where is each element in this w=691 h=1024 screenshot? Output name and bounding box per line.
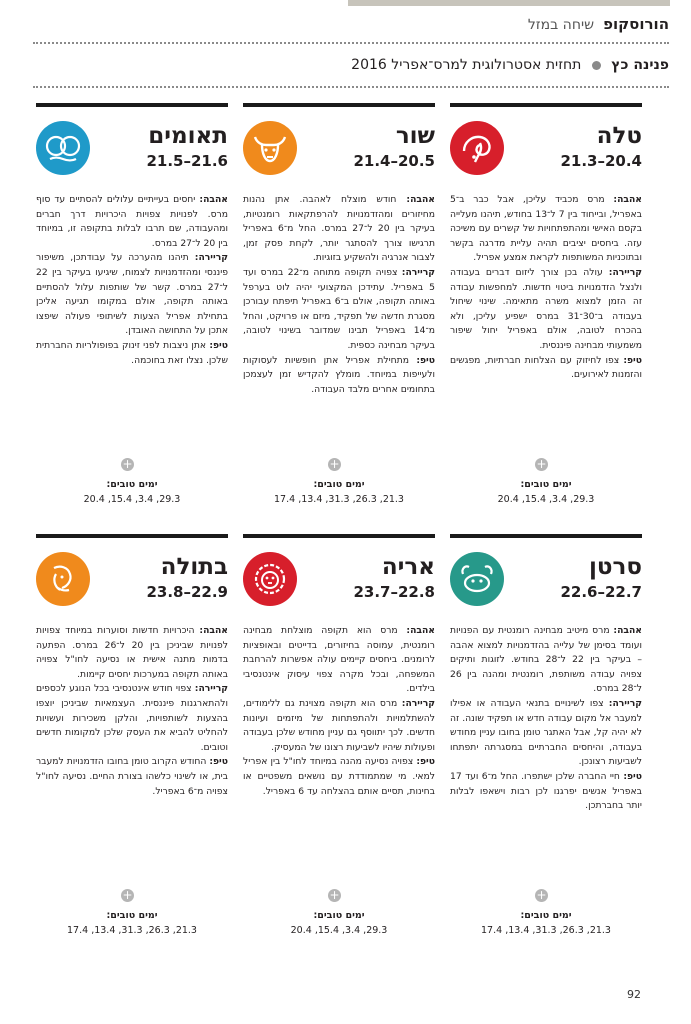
sign-card-gemini <box>36 103 228 503</box>
good-days-list: 21.3, 26.3, 31.3, 13.4, 17.4 <box>481 925 611 936</box>
sign-dates: 21.3–20.4 <box>560 152 642 170</box>
forecast-love: אהבה: חודש מוצלח לאהבה. אתן נהנות מחיזורים ומהזדמנויות להרפתקאות רומנטיות, בעיקר בין 20 ל־27 במרס. החל מ־6 באפריל תרגישו צורך להסתגר יותר, לקחת פסק זמן, לצבור אנרגיה ולהשקיע בזוגיות. <box>243 194 435 264</box>
forecast-tip: טיפ: חיי החברה שלכן ישתפרו. החל מ־6 ועד 17 באפריל אנשים יפרגנו לכן רבות וישאפו לבלות יותר בחברתכן. <box>450 770 642 812</box>
plus-icon: + <box>329 888 340 902</box>
sign-forecast <box>243 624 435 799</box>
card-rule <box>243 534 435 538</box>
good-days-label: ימים טובים: <box>520 910 572 921</box>
good-days-list: 29.3, 3.4, 15.4, 20.4 <box>83 494 181 505</box>
good-days-list: 29.3, 3.4, 15.4, 20.4 <box>290 925 388 936</box>
sign-card-leo <box>243 534 435 934</box>
forecast-career: קריירה: עולה בכן צורך ליזום דברים בעבודה ולנצל הזדמנויות ביטוי חדשות. למחפשות עבודה זה הזמן למצוא משרה מתאימה. שינוי שיחול בעבודה ב־30־31 במרס ישפיע עליכן, ולא בהכרח לטובה, אולם באפריל יחול שיפור משמעותי מבחינה פיננסית. <box>450 266 642 351</box>
forecast-love: אהבה: יחסים בעייתיים עלולים להסתיים עד סוף מרס. לפנויות צפויות היכרויות דרך חברים ומהעבודה, שם תרבו לבלות בתקופה זו, במיוחד בין 20 ל־27 במרס. <box>36 194 228 249</box>
forecast-love: אהבה: מרס מכביד עליכן, אבל כבר ב־5 באפריל, ובייחוד בין 7 ל־13 בחודש, תיהנו מעלייה בקסם האישי ומהתפתחויות של קשרים עם משיכה עזה. ביחסים יציבים תהיה עליית מדרגה בקשר ובתוכניות המשותפות לקראת אמצע אפריל. <box>450 194 642 264</box>
forecast-love: אהבה: מרס מיטיב מבחינה רומנטית עם הפנויות ועומד בסימן של עלייה בהזדמנויות למצוא אהבה – בעיקר בין 22 ל־28 בחודש. לזוגות ותיקים צפויה עבודה משותפת, רומנטית ומהנה בין 26 ל־28 במרס. <box>450 625 642 695</box>
card-rule <box>36 534 228 538</box>
sign-forecast <box>36 624 228 799</box>
bullet-dot <box>592 61 601 70</box>
section-title: הורוסקופ <box>603 15 669 33</box>
plus-icon: + <box>536 888 547 902</box>
sign-forecast <box>243 193 435 397</box>
crab-icon <box>450 552 504 606</box>
good-days-label: ימים טובים: <box>313 479 365 490</box>
sign-dates: 22.6–22.7 <box>560 583 642 601</box>
dotted-divider <box>33 42 669 44</box>
article-header <box>33 57 669 79</box>
good-days-list: 21.3, 26.3, 31.3, 13.4, 17.4 <box>67 925 197 936</box>
card-rule <box>243 103 435 107</box>
forecast-love: אהבה: מרס הוא תקופה מוצלחת מבחינה רומנטית, עמוסה בחיזורים, בדייטים ובאופציות לרומנים. ביחסים קיימים עולה אפשרות להרחבת המשפחה, ובכל מקרה צפוי עיסוק אינטנסיבי בילדים. <box>243 625 435 695</box>
dotted-divider <box>33 86 669 88</box>
page-number: 92 <box>627 988 641 1001</box>
plus-icon: + <box>536 457 547 471</box>
sign-name: שור <box>395 123 435 149</box>
virgo-icon <box>36 552 90 606</box>
good-days-label: ימים טובים: <box>106 479 158 490</box>
sign-forecast <box>36 193 228 368</box>
forecast-tip: טיפ: החודש הקרוב טומן בחובו הזדמנויות למעבר בית, או לשינוי כלשהו בצורת החיים. נסיעה לחו"ל צפויה מ־6 באפריל. <box>36 756 228 797</box>
plus-icon: + <box>122 457 133 471</box>
article-title: תחזית אסטרולוגית למרס־אפריל 2016 <box>351 57 582 73</box>
sign-card-taurus <box>243 103 435 503</box>
forecast-tip: טיפ: מתחילת אפריל אתן חופשיות לעסוקות ולעייפות במיוחד. מומלץ להקדיש זמן לעצמכן בתחומים אחרים מלבד העבודה. <box>243 354 435 395</box>
bull-icon <box>243 121 297 175</box>
forecast-tip: טיפ: צפויה נסיעה מהנה במיוחד לחו"ל בין אפריל למאי. מי שמתמודדת עם נושאים משפטיים או בחינות, תסיים אותם בהצלחה עד 6 באפריל. <box>243 756 435 797</box>
twins-icon <box>36 121 90 175</box>
forecast-career: קריירה: מרס הוא תקופה מצוינת גם ללימודים, להשתלמויות ולהתפתחות של מיזמים ועיונות חדשים. לכך יתווסף גם עניין מחודש שלכן בעבודה ופעולות שיהיו לשביעות רצונו של המעסיק. <box>243 697 435 753</box>
forecast-career: קריירה: תיהנו מהערכה על עבודתכן, משיפור פיננסי ומהזדמנויות לצמוח, שיגיעו בעיקר בין 22 ל־27 במרס. קשר של שותפות עלול להסתיים באותה תקופה, אולם במקומו תגיעה אליכן בתחילת אפריל הצעות לשיתופי פעולה שיפצו אתכן על התחושה האובדן. <box>36 252 228 337</box>
sign-card-aries <box>450 103 642 503</box>
sign-dates: 21.4–20.5 <box>353 152 435 170</box>
sign-dates: 21.5–21.6 <box>146 152 228 170</box>
lion-icon <box>243 552 297 606</box>
author-name: פנינה כץ <box>611 57 669 73</box>
section-header <box>33 14 669 36</box>
sign-forecast <box>450 193 642 383</box>
plus-icon: + <box>329 457 340 471</box>
good-days-list: 21.3, 26.3, 31.3, 13.4, 17.4 <box>274 494 404 505</box>
sign-forecast <box>450 624 642 814</box>
forecast-career: קריירה: צפויה תקופה מתוחה מ־22 במרס ועד 5 באפריל. עתידכן המקצועי יהיה לוט בערפל באותה תקופה, אולם ב־6 באפריל תיפתח עבורכן מסגרת חדשה של תפקיד, מיזם או פרויקט, והחל מ־14 באפריל תבינו שמדובר בשינוי לטובה, בעיקר מבחינה כספית. <box>243 266 435 351</box>
sign-name: טלה <box>596 123 642 149</box>
good-days-label: ימים טובים: <box>313 910 365 921</box>
sign-name: תאומים <box>148 123 228 149</box>
forecast-tip: טיפ: צפו לחיזוק עם הצלחות חברתיות, מפגשים והזמנות לאירועים. <box>450 354 642 381</box>
sign-name: סרטן <box>589 554 642 580</box>
good-days-label: ימים טובים: <box>520 479 572 490</box>
card-rule <box>450 534 642 538</box>
sign-card-cancer <box>450 534 642 934</box>
top-accent-bar <box>348 0 670 6</box>
sign-name: אריה <box>381 554 435 580</box>
forecast-career: קריירה: צפוי חודש אינטנסיבי בכל הנוגע לכספים ולהתארגנות פיננסית. העצמאיות שביניכן יוצפו בהצעות לשותפויות, והלקן משכירות ועשויות להחליט להביא את העסק שלכן למקומות חדשים וטובים. <box>36 683 228 753</box>
sign-card-virgo <box>36 534 228 934</box>
sign-name: בתולה <box>160 554 228 580</box>
sign-dates: 23.7–22.8 <box>353 583 435 601</box>
section-subtitle: שיחה במזל <box>527 17 595 33</box>
plus-icon: + <box>122 888 133 902</box>
ram-icon <box>450 121 504 175</box>
forecast-career: קריירה: צפו לשינויים בתנאי העבודה או אפילו למעבר אל מקום עבודה חדש או תפקיד שונה. זה לא יהיה קל, אבל האתגר טומן בחובו עניין מחודש בעבודה, והיחסים החברתיים במסגרתה יתפתחו לשביעות רצונכן. <box>450 697 642 768</box>
forecast-love: אהבה: היכרויות חדשות וסוערות במיוחד צפויות לפנויות שביניכן בין 20 ל־26 במרס. הפתעה בדמות מתנה אישית או נסיעה לחו"ל צפויה באותה תקופה במערכות יחסים קיימות. <box>36 625 228 680</box>
good-days-label: ימים טובים: <box>106 910 158 921</box>
card-rule <box>450 103 642 107</box>
sign-dates: 23.8–22.9 <box>146 583 228 601</box>
forecast-tip: טיפ: אתן ניצבות לפני זינוק בפופולריות החברתית שלכן. נצלו זאת בחוכמה. <box>36 339 228 366</box>
good-days-list: 29.3, 3.4, 15.4, 20.4 <box>497 494 595 505</box>
card-rule <box>36 103 228 107</box>
